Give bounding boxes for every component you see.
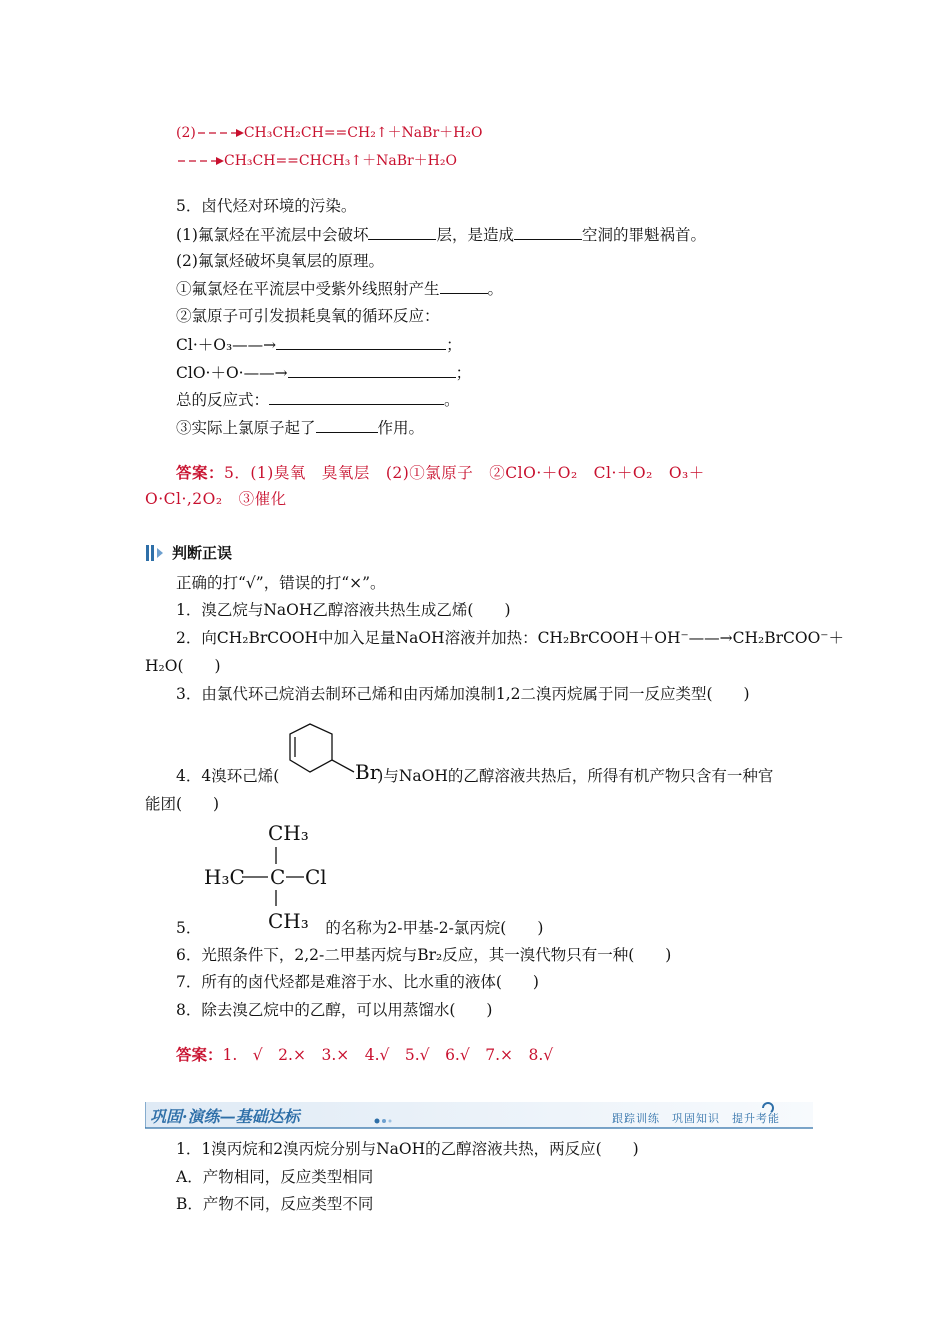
practice-question-1: 1．1溴丙烷和2溴丙烷分别与NaOH的乙醇溶液共热，两反应( ) xyxy=(176,1140,639,1158)
q5-part1: (1)氟氯烃在平流层中会破坏 层，是造成 空洞的罪魁祸首。 xyxy=(176,226,706,244)
carbon-label: C xyxy=(270,865,286,889)
arrow-icon xyxy=(196,128,244,138)
banner-title: 巩固·演练—基础达标 xyxy=(150,1107,300,1126)
q5-title: 5．卤代烃对环境的污染。 xyxy=(176,197,357,215)
answer-5-line-2: O·Cl·,2O₂ ③催化 xyxy=(145,490,287,508)
blank[interactable] xyxy=(514,224,582,240)
judge-item-8: 8．除去溴乙烷中的乙醇，可以用蒸馏水( ) xyxy=(176,1001,493,1019)
q5-reaction-1: Cl·＋O₃——→ ； xyxy=(176,336,462,354)
section-heading: 判断正误 xyxy=(172,544,233,562)
ch3-bottom-label: CH₃ xyxy=(268,909,309,933)
judge-item-6: 6．光照条件下，2,2-二甲基丙烷与Br₂反应，其一溴代物只有一种( ) xyxy=(176,946,672,964)
judge-item-1: 1．溴乙烷与NaOH乙醇溶液共热生成乙烯( ) xyxy=(176,601,511,619)
q5-step2: ②氯原子可引发损耗臭氧的循环反应： xyxy=(176,307,440,325)
judge-intro: 正确的打“√”，错误的打“×”。 xyxy=(176,574,386,592)
q5-part2: (2)氟氯烃破坏臭氧层的原理。 xyxy=(176,252,384,270)
judge-item-4-cont: 能团( ) xyxy=(145,795,220,813)
blank[interactable] xyxy=(316,417,378,433)
bromocyclohexene-structure xyxy=(288,722,388,786)
option-b: B．产物不同，反应类型不同 xyxy=(176,1195,374,1213)
q5-total: 总的反应式： 。 xyxy=(176,391,460,409)
section-marker-icon xyxy=(146,545,172,561)
judge-item-2-cont: H₂O( ) xyxy=(145,657,221,675)
h3c-label: H₃C xyxy=(204,865,245,889)
blank[interactable] xyxy=(440,278,488,294)
answer-5-line-1: 答案：5．(1)臭氧 臭氧层 (2)①氯原子 ②ClO·＋O₂ Cl·＋O₂ O₃＋ xyxy=(176,463,705,482)
reaction-line-1: (2) CH₃CH₂CH==CH₂↑＋NaBr＋H₂O xyxy=(176,125,483,141)
blank[interactable] xyxy=(288,362,456,378)
q5-reaction-2: ClO·＋O·——→ ； xyxy=(176,364,472,382)
option-a: A．产物相同，反应类型相同 xyxy=(176,1168,374,1186)
bromine-label: Br xyxy=(355,760,380,784)
banner-subtitle: 跟踪训练 巩固知识 提升考能 xyxy=(612,1112,780,1125)
q5-step3: ③实际上氯原子起了 作用。 xyxy=(176,419,425,437)
judge-item-3: 3．由氯代环己烷消去制环己烯和由丙烯加溴制1,2二溴丙烷属于同一反应类型( ) xyxy=(176,685,750,703)
chlorine-label: Cl xyxy=(305,865,327,889)
q5-step1: ①氟氯烃在平流层中受紫外线照射产生 。 xyxy=(176,280,504,298)
answer-judge: 答案：1. √ 2.× 3.× 4.√ 5.√ 6.√ 7.× 8.√ xyxy=(176,1045,554,1064)
judge-item-4: 4．4溴环己烯( )与NaOH的乙醇溶液共热后，所得有机产物只含有一种官 xyxy=(176,767,774,785)
reaction-line-2: CH₃CH==CHCH₃↑＋NaBr＋H₂O xyxy=(176,151,457,171)
ch3-top-label: CH₃ xyxy=(268,821,309,845)
judge-item-2: 2．向CH₂BrCOOH中加入足量NaOH溶液并加热：CH₂BrCOOH＋OH⁻——→CH₂BrCOO⁻＋ xyxy=(176,629,844,647)
judge-item-7: 7．所有的卤代烃都是难溶于水、比水重的液体( ) xyxy=(176,973,539,991)
blank[interactable] xyxy=(269,389,444,405)
blank[interactable] xyxy=(276,334,446,350)
judge-item-5: 5． 的名称为2-甲基-2-氯丙烷( ) xyxy=(176,919,544,937)
blank[interactable] xyxy=(368,224,436,240)
arrow-icon xyxy=(176,156,224,166)
